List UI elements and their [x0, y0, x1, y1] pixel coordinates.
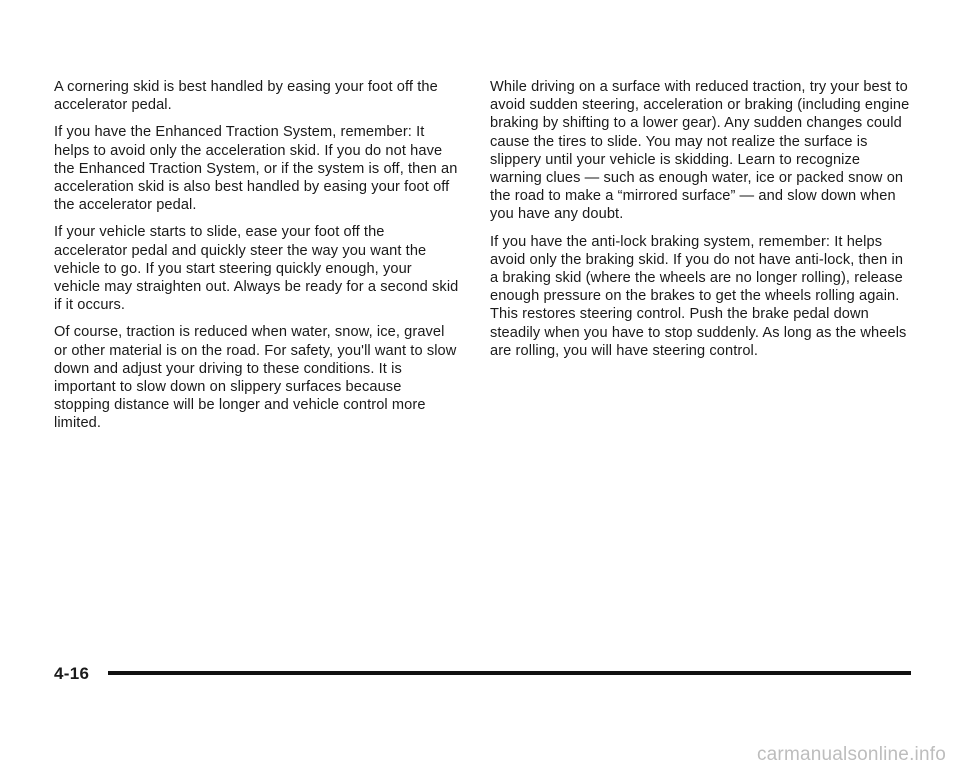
- right-column: [490, 78, 910, 369]
- left-column: [54, 78, 459, 442]
- page-number: 4-16: [54, 664, 90, 683]
- paragraph: If you have the Enhanced Traction System, remember: It helps to avoid only the acceleration skid. If you do not have the Enhanced Traction System, or if the system is off, then an acceleration skid is also best handled by easing your foot off the accelerator pedal.: [54, 124, 458, 214]
- paragraph: If you have the anti-lock braking system, remember: It helps avoid only the braking skid. If you do not have anti-lock, then in a braking skid (where the wheels are no longer rolling), release enough pressure on the brakes to get the wheels rolling again. This restores steering control. Push the brake pedal down steadily when you have to stop suddenly. As long as the wheels are rolling, you will have steering control.: [490, 233, 907, 359]
- paragraph: If your vehicle starts to slide, ease your foot off the accelerator pedal and quickly steer the way you want the vehicle to go. If you start steering quickly enough, your vehicle may straighten out. Always be ready for a second skid if it occurs.: [54, 224, 459, 314]
- footer-rule: [108, 671, 911, 675]
- watermark: carmanualsonline.info: [756, 744, 946, 765]
- paragraph: While driving on a surface with reduced traction, try your best to avoid sudden steering, acceleration or braking (including engine braking by shifting to a lower gear). Any sudden changes could cause the tires to slide. You may not realize the surface is slippery until your vehicle is skidding. Learn to recognize warning clues — such as enough water, ice or packed snow on the road to make a “mirrored surface” — and slow down when you have any doubt.: [490, 79, 910, 223]
- paragraph: Of course, traction is reduced when water, snow, ice, gravel or other material is on the road. For safety, you'll want to slow down and adjust your driving to these conditions. It is important to slow down on slippery surfaces because stopping distance will be longer and vehicle control more limited.: [54, 324, 457, 432]
- paragraph: A cornering skid is best handled by easing your foot off the accelerator pedal.: [54, 79, 438, 114]
